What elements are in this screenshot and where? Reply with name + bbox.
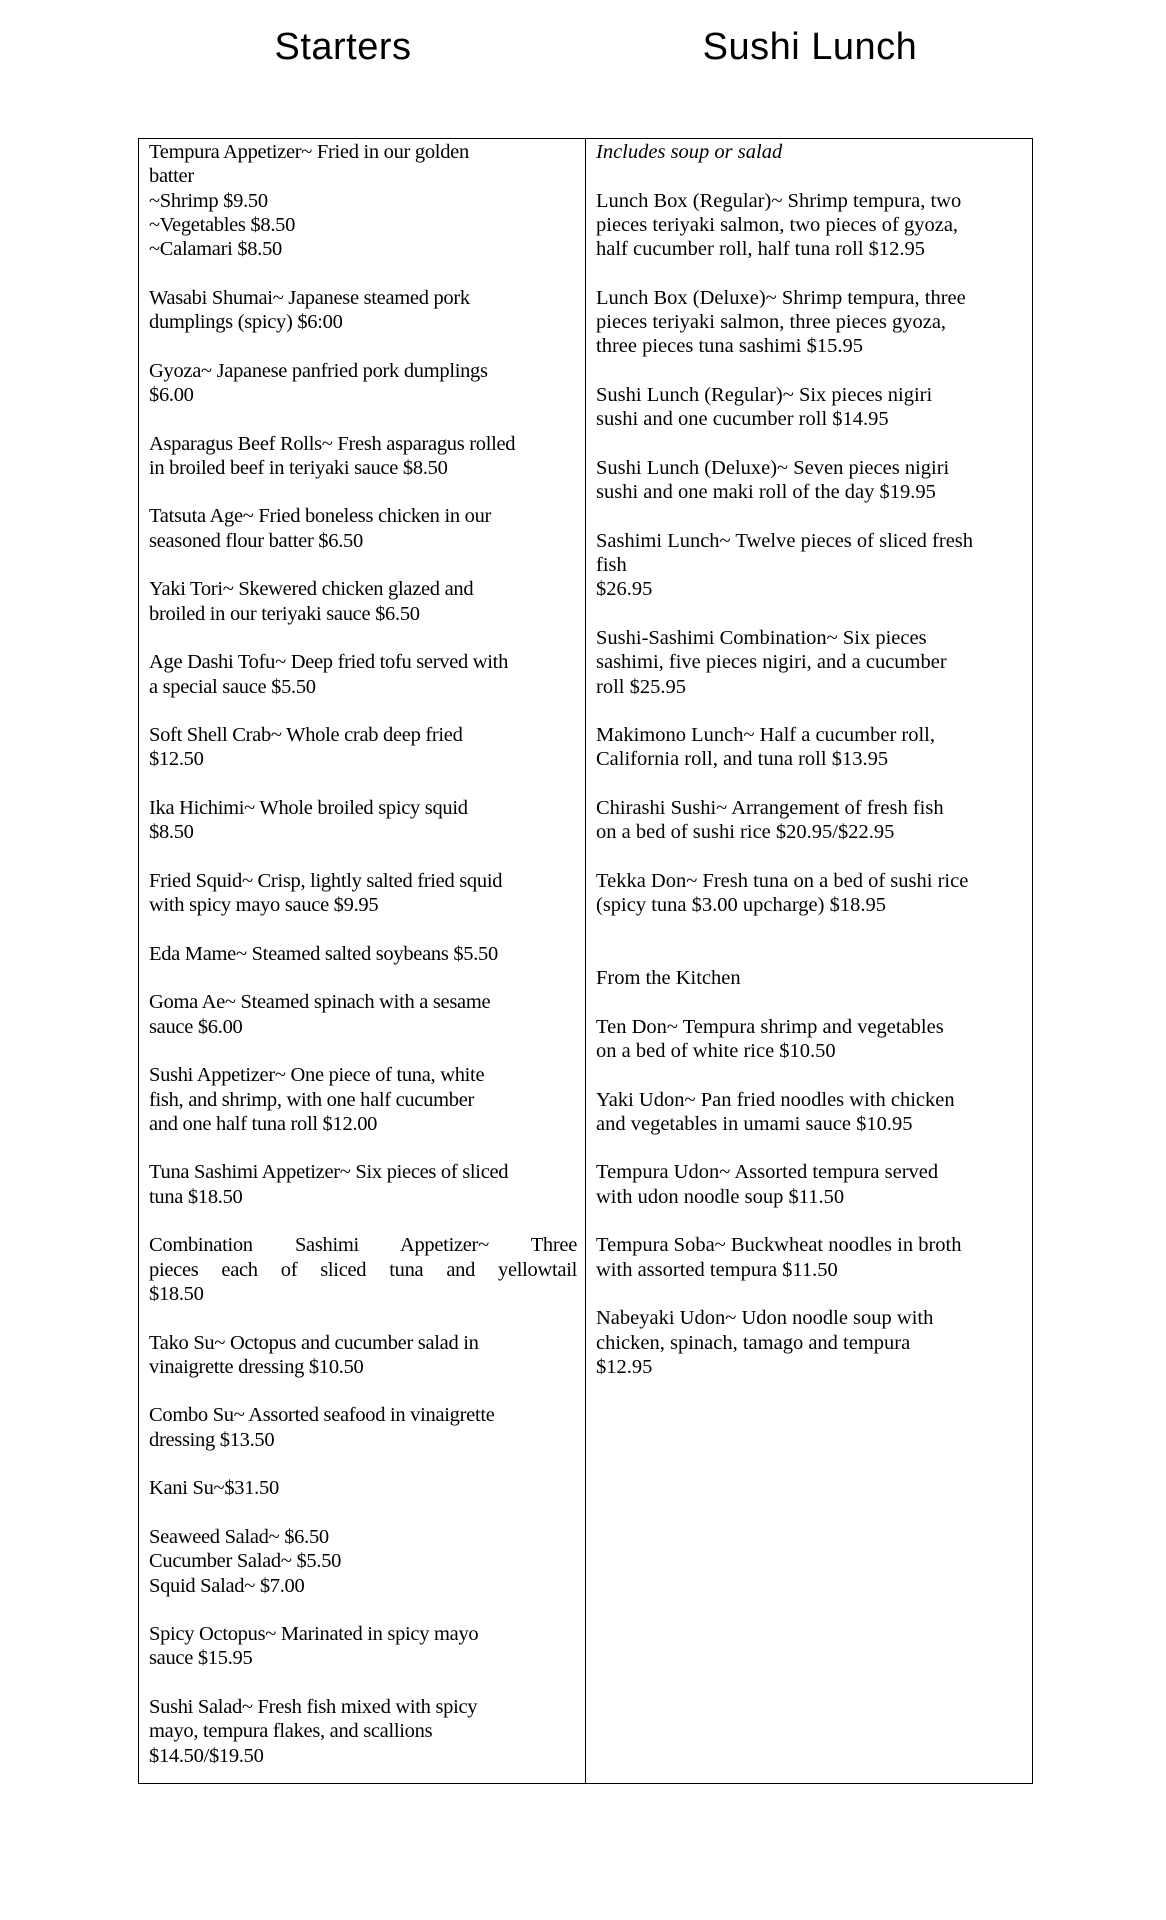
starter-item [149,432,577,481]
starter-item-line: Seaweed Salad~ $6.50 [149,1525,329,1548]
kitchen-item-line: $12.95 [596,1355,653,1378]
starter-item-line: $12.50 [149,748,204,771]
sushi-lunch-item-line: $26.95 [596,578,653,601]
starter-item-line: Goma Ae~ Steamed spinach with a sesame [149,991,491,1014]
kitchen-items [596,1015,1026,1379]
starter-item-line: ~Shrimp $9.50 [149,189,268,212]
starter-item-line: $14.50/$19.50 [149,1744,264,1767]
starter-item-line: Cucumber Salad~ $5.50 [149,1550,342,1573]
starter-item-line: ~Calamari $8.50 [149,238,282,261]
starter-item-line: Tempura Appetizer~ Fried in our golden [149,141,469,163]
starter-item-line: Soft Shell Crab~ Whole crab deep fried [149,724,463,747]
sushi-lunch-heading: Sushi Lunch [702,26,918,68]
kitchen-item-line: Yaki Udon~ Pan fried noodles with chicken [596,1088,955,1111]
sushi-lunch-item-line: pieces teriyaki salmon, two pieces of gyoza, [596,213,959,236]
starter-item-line: sauce $6.00 [149,1015,243,1038]
kitchen-item-line: Tempura Soba~ Buckwheat noodles in broth [596,1234,962,1257]
kitchen-item [596,1015,1026,1064]
starter-item-line: dumplings (spicy) $6:00 [149,311,343,334]
sushi-lunch-item-line: half cucumber roll, half tuna roll $12.95 [596,238,926,261]
menu-table [138,138,1033,1784]
sushi-lunch-item-line: Sushi Lunch (Regular)~ Six pieces nigiri [596,383,933,406]
starter-item-line: Gyoza~ Japanese panfried pork dumplings [149,359,488,382]
starter-item-line: broiled in our teriyaki sauce $6.50 [149,602,420,625]
starter-item-line: Squid Salad~ $7.00 [149,1574,305,1597]
sushi-lunch-item [596,796,1026,845]
sushi-lunch-item-line: roll $25.95 [596,675,686,698]
sushi-lunch-item [596,529,1026,602]
sushi-lunch-column [586,139,1032,1783]
kitchen-item-line: Ten Don~ Tempura shrimp and vegetables [596,1015,944,1038]
starter-item-line: Yaki Tori~ Skewered chicken glazed and [149,578,474,601]
starter-item-line: Wasabi Shumai~ Japanese steamed pork [149,286,470,309]
sushi-lunch-items [596,189,1026,918]
starter-item-line: Eda Mame~ Steamed salted soybeans $5.50 [149,942,498,965]
starter-item [149,1476,577,1500]
kitchen-item-line: Nabeyaki Udon~ Udon noodle soup with [596,1307,934,1330]
starter-item-line: $8.50 [149,821,194,844]
starter-item-line: seasoned flour batter $6.50 [149,529,363,552]
starter-item-line: batter [149,165,194,188]
kitchen-item-line: chicken, spinach, tamago and tempura [596,1331,911,1354]
starter-item-line: fish, and shrimp, with one half cucumber [149,1088,475,1111]
starter-item [149,140,577,261]
starter-item-line: in broiled beef in teriyaki sauce $8.50 [149,456,448,479]
starter-item-line: $18.50 [149,1282,204,1305]
starter-item [149,650,577,699]
sushi-lunch-item [596,456,1026,505]
kitchen-item [596,1160,1026,1209]
kitchen-item-line: and vegetables in umami sauce $10.95 [596,1112,913,1135]
starter-item-line: Ika Hichimi~ Whole broiled spicy squid [149,797,468,820]
sushi-lunch-item-line: Sushi Lunch (Deluxe)~ Seven pieces nigiri [596,456,950,479]
starter-item-line: $6.00 [149,383,194,406]
starter-item [149,504,577,553]
starter-item [149,1695,577,1768]
sushi-lunch-item-line: sashimi, five pieces nigiri, and a cucumber [596,651,947,674]
sushi-lunch-item-line: Tekka Don~ Fresh tuna on a bed of sushi rice [596,869,969,892]
sushi-lunch-item-line: Makimono Lunch~ Half a cucumber roll, [596,724,935,747]
sushi-lunch-item-line: sushi and one cucumber roll $14.95 [596,408,889,431]
starter-item [149,796,577,845]
starter-item [149,359,577,408]
sushi-lunch-item [596,869,1026,918]
starter-item-line: Spicy Octopus~ Marinated in spicy mayo [149,1623,479,1646]
kitchen-item [596,1088,1026,1137]
kitchen-item [596,1233,1026,1282]
starter-item-line: Sushi Appetizer~ One piece of tuna, white [149,1064,485,1087]
sushi-lunch-item-line: sushi and one maki roll of the day $19.95 [596,481,936,504]
starter-item [149,942,577,966]
starter-item-line: Asparagus Beef Rolls~ Fresh asparagus rolled [149,432,516,455]
starter-item-line: Kani Su~$31.50 [149,1477,279,1500]
starter-item-line: vinaigrette dressing $10.50 [149,1355,364,1378]
sushi-lunch-item-line: Sushi-Sashimi Combination~ Six pieces [596,626,927,649]
sushi-lunch-item-line: pieces teriyaki salmon, three pieces gyoza, [596,311,947,334]
sushi-lunch-item-line: on a bed of sushi rice $20.95/$22.95 [596,821,895,844]
sushi-lunch-item-line: Chirashi Sushi~ Arrangement of fresh fish [596,797,944,820]
starter-item [149,577,577,626]
starter-item-line: Tako Su~ Octopus and cucumber salad in [149,1331,479,1354]
kitchen-heading: From the Kitchen [596,967,741,990]
starter-item-line: Tuna Sashimi Appetizer~ Six pieces of sliced [149,1161,509,1184]
starter-item [149,990,577,1039]
starter-item [149,723,577,772]
sushi-lunch-item-line: three pieces tuna sashimi $15.95 [596,335,864,358]
starter-item-line: a special sauce $5.50 [149,675,316,698]
sushi-lunch-item [596,286,1026,359]
starter-item-line: sauce $15.95 [149,1647,253,1670]
starters-heading: Starters [274,26,412,68]
starter-item [149,1233,577,1306]
starter-item-line: Sushi Salad~ Fresh fish mixed with spicy [149,1696,478,1718]
starter-item-line: Combination Sashimi Appetizer~ Three [149,1234,577,1257]
starter-item-line: Combo Su~ Assorted seafood in vinaigrette [149,1404,495,1427]
starter-item-line: dressing $13.50 [149,1428,275,1451]
starter-item-line: and one half tuna roll $12.00 [149,1112,378,1135]
sushi-lunch-item [596,626,1026,699]
starter-item [149,1403,577,1452]
starter-item-line: Fried Squid~ Crisp, lightly salted fried squid [149,869,503,892]
starter-item-line: with spicy mayo sauce $9.95 [149,894,379,917]
starter-item [149,1160,577,1209]
starter-item-line: ~Vegetables $8.50 [149,213,296,236]
sushi-lunch-item-line: California roll, and tuna roll $13.95 [596,748,889,771]
kitchen-item-line: Tempura Udon~ Assorted tempura served [596,1161,939,1184]
starter-item [149,1331,577,1380]
sushi-lunch-item-line: (spicy tuna $3.00 upcharge) $18.95 [596,894,886,917]
starter-item-line: tuna $18.50 [149,1185,243,1208]
starters-column [139,139,586,1783]
starter-item-line: pieces each of sliced tuna and yellowtail [149,1258,577,1281]
kitchen-item [596,1306,1026,1379]
kitchen-item-line: on a bed of white rice $10.50 [596,1039,836,1062]
sushi-lunch-item-line: fish [596,554,627,577]
sushi-lunch-item-line: Lunch Box (Deluxe)~ Shrimp tempura, three [596,286,966,309]
sushi-lunch-item-line: Sashimi Lunch~ Twelve pieces of sliced fresh [596,529,974,552]
kitchen-item-line: with assorted tempura $11.50 [596,1258,838,1281]
starter-item [149,286,577,335]
starter-item-line: Tatsuta Age~ Fried boneless chicken in our [149,505,492,528]
starter-item-line: mayo, tempura flakes, and scallions [149,1720,433,1743]
kitchen-item-line: with udon noodle soup $11.50 [596,1185,845,1208]
sushi-lunch-item-line: Lunch Box (Regular)~ Shrimp tempura, two [596,189,962,212]
sushi-lunch-item [596,723,1026,772]
starter-item [149,1525,577,1598]
starter-item [149,1063,577,1136]
sushi-lunch-note: Includes soup or salad [596,141,783,163]
sushi-lunch-item [596,189,1026,262]
starter-item-line: Age Dashi Tofu~ Deep fried tofu served with [149,651,509,674]
starter-item [149,1622,577,1671]
starter-item [149,869,577,918]
sushi-lunch-item [596,383,1026,432]
